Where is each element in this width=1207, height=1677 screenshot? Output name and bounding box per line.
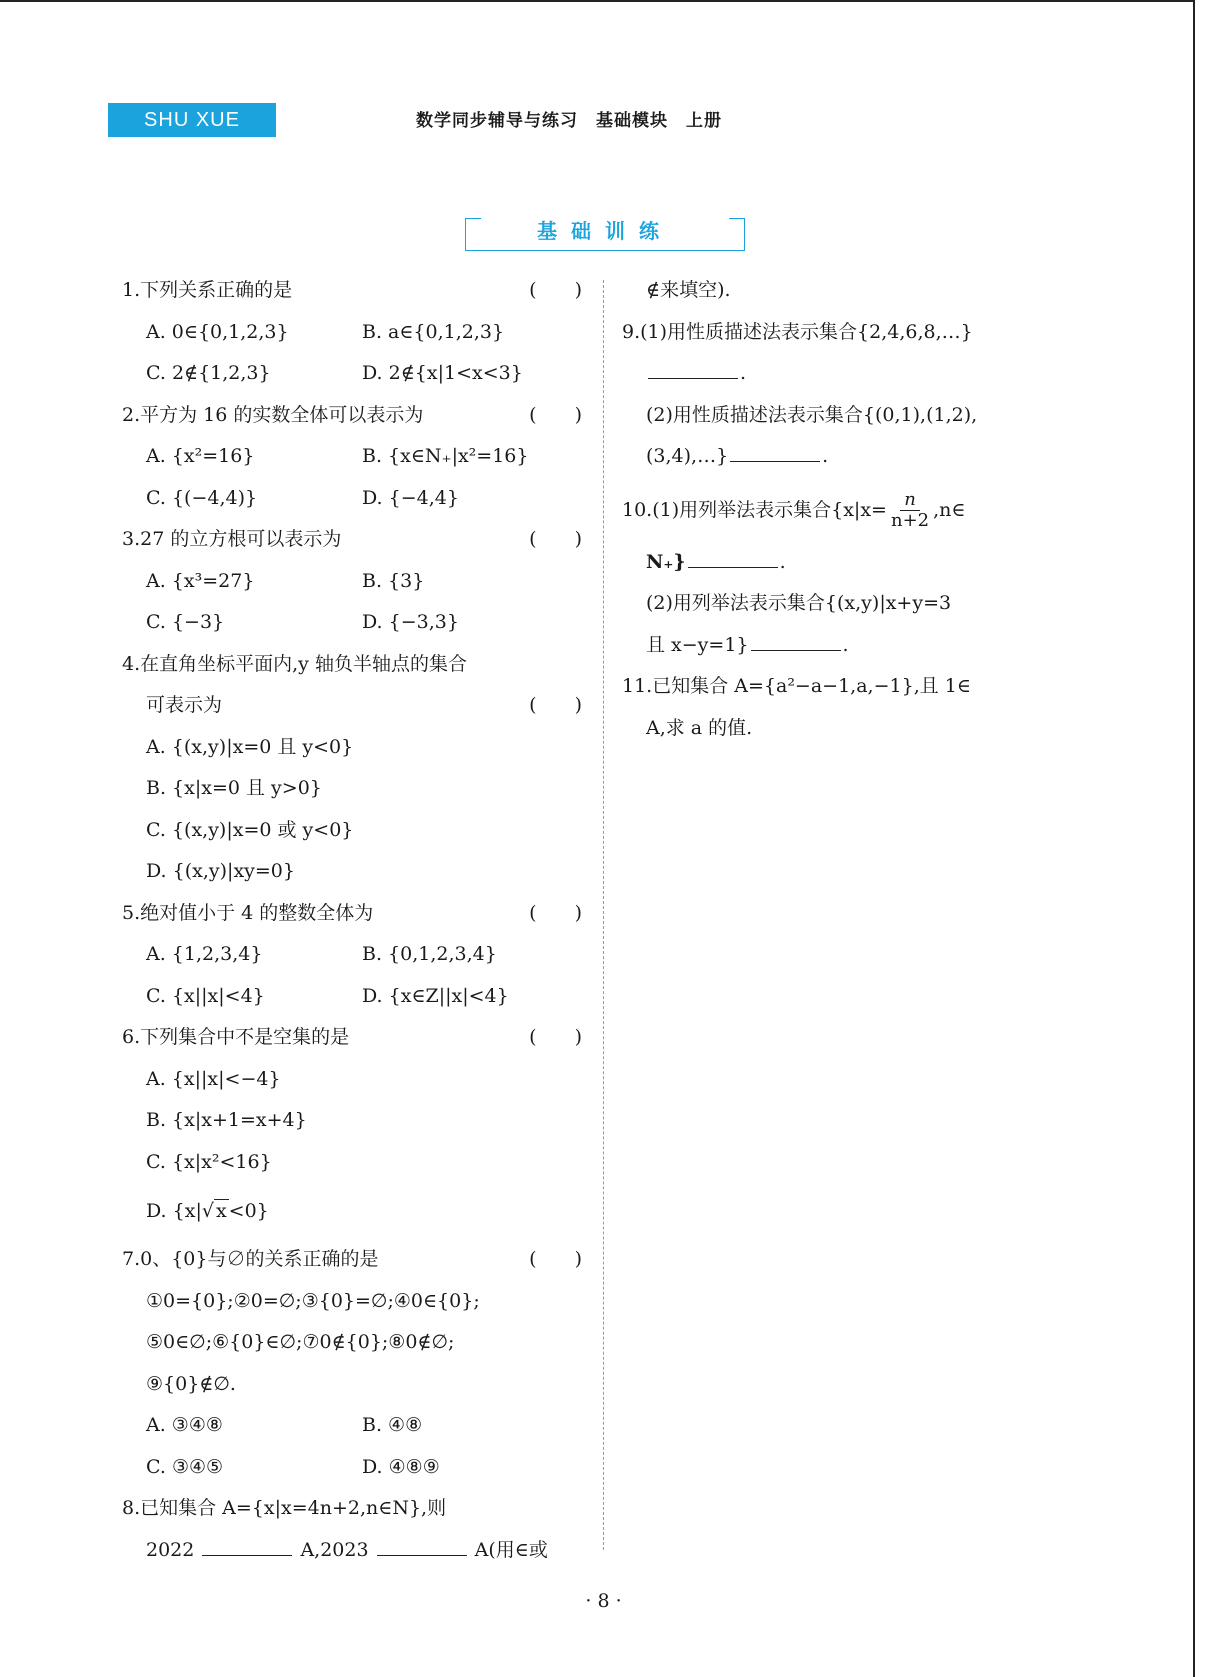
answer-bracket[interactable]: ( )	[529, 1248, 582, 1270]
question-line	[122, 1142, 582, 1184]
column-divider	[603, 280, 604, 1550]
question-text: 4.在直角坐标平面内,y 轴负半轴点的集合	[122, 652, 467, 675]
answer-option: D. 2∉{x|1<x<3}	[362, 362, 523, 384]
answer-option: A. {x³=27}	[146, 569, 255, 592]
question-line	[122, 1281, 582, 1323]
question-line	[122, 810, 582, 852]
question-line	[122, 519, 582, 561]
book-title: 数学同步辅导与练习 基础模块 上册	[416, 111, 722, 131]
answer-blank[interactable]	[377, 1533, 467, 1556]
question-text: A. {(x,y)|x=0 且 y<0}	[146, 735, 354, 758]
question-11-continued: A,求 a 的值.	[646, 716, 753, 739]
answer-options-row	[122, 976, 582, 1018]
question-text: 1.下列关系正确的是	[122, 279, 293, 301]
question-line	[122, 270, 582, 312]
answer-option: D. ④⑧⑨	[362, 1455, 440, 1478]
question-text: 6.下列集合中不是空集的是	[122, 1026, 350, 1048]
question-line	[122, 1059, 582, 1101]
question-6-option-d: D. {x|√ x <0}	[146, 1200, 269, 1222]
question-text: C. {(x,y)|x=0 或 y<0}	[146, 818, 354, 841]
answer-option: D. {−3,3}	[362, 611, 459, 633]
question-line	[122, 893, 582, 935]
answer-blank[interactable]	[202, 1533, 292, 1556]
answer-bracket[interactable]: ( )	[529, 1026, 582, 1048]
question-line	[122, 1100, 582, 1142]
answer-option: A. ③④⑧	[146, 1414, 223, 1436]
question-10-part-1-answer: N₊} .	[622, 542, 1088, 584]
answer-options-row	[122, 561, 582, 603]
subject-badge: SHU XUE	[108, 103, 276, 137]
question-line	[122, 1239, 582, 1281]
fraction: $\frac{n}{n+2}$	[890, 489, 930, 531]
answer-options-row	[122, 478, 582, 520]
question-text: C. {x|x²<16}	[146, 1150, 272, 1173]
page-frame-right	[1193, 0, 1195, 1677]
question-11: 11.已知集合 A={a²−a−1,a,−1},且 1∈	[622, 675, 971, 697]
question-text: ⑤0∈∅;⑥{0}∈∅;⑦0∉{0};⑧0∉∅;	[146, 1331, 455, 1353]
answer-blank[interactable]	[751, 628, 841, 651]
answer-option: C. {(−4,4)}	[146, 486, 258, 509]
answer-bracket[interactable]: ( )	[529, 403, 582, 426]
question-text: 可表示为	[146, 694, 223, 716]
question-line	[122, 851, 582, 893]
answer-option: B. {0,1,2,3,4}	[362, 943, 497, 965]
answer-options-row	[122, 934, 582, 976]
question-text: ①0={0};②0=∅;③{0}=∅;④0∈{0};	[146, 1289, 480, 1312]
question-10-part-2: (2)用列举法表示集合{(x,y)|x+y=3	[646, 592, 952, 614]
question-line	[122, 685, 582, 727]
answer-option: D. {x∈Z||x|<4}	[362, 984, 509, 1007]
answer-option: B. {3}	[362, 569, 425, 592]
question-9-part-2: (2)用性质描述法表示集合{(0,1),(1,2),	[646, 403, 978, 426]
section-heading	[465, 218, 745, 251]
answer-options-row	[122, 436, 582, 478]
answer-blank[interactable]	[730, 439, 820, 462]
question-line	[122, 1322, 582, 1364]
page-number: · 8 ·	[585, 1590, 622, 1612]
answer-bracket[interactable]: ( )	[529, 694, 582, 716]
answer-options-row	[122, 353, 582, 395]
answer-option: B. a∈{0,1,2,3}	[362, 320, 505, 343]
question-text: A. {x||x|<−4}	[146, 1067, 281, 1090]
question-line	[122, 1017, 582, 1059]
question-text: ⑨{0}∉∅.	[146, 1372, 236, 1395]
answer-option: B. {x∈N₊|x²=16}	[362, 445, 529, 467]
question-line	[122, 1488, 582, 1530]
answer-option: A. {1,2,3,4}	[146, 943, 263, 965]
question-10-part-1: 10.(1)用列举法表示集合{x|x= $\frac{n}{n+2}$ ,n∈	[622, 489, 966, 531]
answer-bracket[interactable]: ( )	[529, 901, 582, 924]
question-line	[122, 768, 582, 810]
question-9-part-1: 9.(1)用性质描述法表示集合{2,4,6,8,…}	[622, 320, 973, 343]
answer-options-row	[122, 602, 582, 644]
question-8-continuation: ∉来填空).	[646, 279, 731, 301]
answer-option: C. 2∉{1,2,3}	[146, 362, 271, 384]
answer-option: C. {−3}	[146, 611, 225, 633]
question-line	[122, 395, 582, 437]
question-text: D. {(x,y)|xy=0}	[146, 860, 295, 882]
question-line	[122, 727, 582, 769]
answer-option: D. {−4,4}	[362, 486, 459, 509]
answer-option: B. ④⑧	[362, 1414, 423, 1436]
section-title: 基础训练	[537, 219, 673, 243]
answer-options-row	[122, 312, 582, 354]
answer-blank[interactable]	[648, 356, 738, 379]
question-line	[122, 644, 582, 686]
left-column	[122, 270, 582, 1571]
question-text: 7.0、{0}与∅的关系正确的是	[122, 1248, 379, 1270]
answer-options-row	[122, 1447, 582, 1489]
question-line	[122, 1364, 582, 1406]
question-text: 8.已知集合 A={x|x=4n+2,n∈N},则	[122, 1497, 447, 1519]
question-10-part-2-answer: 且 x−y=1} .	[622, 625, 1088, 667]
question-text: 3.27 的立方根可以表示为	[122, 528, 342, 550]
question-text: 5.绝对值小于 4 的整数全体为	[122, 901, 374, 924]
answer-bracket[interactable]: ( )	[529, 528, 582, 550]
question-8-blanks: 2022 A,2023 A(用∈或	[122, 1530, 582, 1572]
page-frame-top	[0, 0, 1193, 2]
answer-option: C. ③④⑤	[146, 1455, 224, 1478]
answer-option: A. 0∈{0,1,2,3}	[146, 320, 289, 343]
question-9-part-2-answer: (3,4),…} .	[622, 436, 1088, 478]
question-9-part-1-answer: .	[622, 353, 1088, 395]
question-text: B. {x|x+1=x+4}	[146, 1109, 307, 1131]
answer-blank[interactable]	[688, 545, 778, 568]
question-text: 2.平方为 16 的实数全体可以表示为	[122, 403, 424, 426]
right-column	[622, 270, 1088, 749]
answer-bracket[interactable]: ( )	[529, 279, 582, 301]
answer-option: C. {x||x|<4}	[146, 984, 265, 1007]
answer-options-row	[122, 1405, 582, 1447]
question-text: B. {x|x=0 且 y>0}	[146, 777, 322, 799]
answer-option: A. {x²=16}	[146, 445, 255, 467]
